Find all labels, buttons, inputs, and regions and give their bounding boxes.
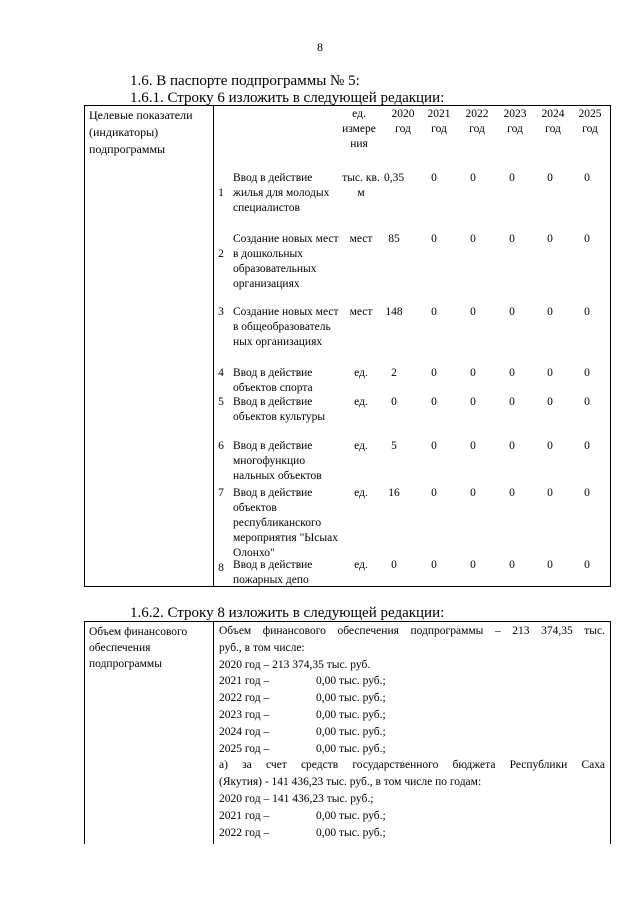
subsource-a-line: (Якутия) - 141 436,23 тыс. руб., в том числе по годам: — [219, 776, 482, 789]
indicator-value: 0 — [470, 440, 476, 452]
indicator-value: 0 — [547, 367, 553, 379]
indicator-value: 0 — [431, 440, 437, 452]
indicator-value: 0 — [509, 306, 515, 318]
indicator-value: 0 — [584, 367, 590, 379]
financing-year-line — [219, 673, 605, 690]
indicator-value: 5 — [391, 440, 397, 452]
indicator-value: 0 — [509, 233, 515, 245]
financing-details — [219, 623, 605, 841]
year-label: 2022 год – — [219, 826, 270, 839]
indicator-unit: ед. — [354, 440, 368, 452]
indicator-value: 0 — [547, 233, 553, 245]
indicator-value: 0 — [470, 487, 476, 499]
indicator-value: 0 — [509, 367, 515, 379]
indicator-value: 0 — [509, 487, 515, 499]
year-amount: 0,00 тыс. руб.; — [316, 725, 386, 738]
indicator-name: Ввод в действие многофункцио нальных объектов — [233, 440, 322, 482]
year-label: 2021 год – — [219, 809, 270, 822]
financing-intro-line: Объем финансового обеспечения подпрограммы – 213 374,35 тыс. — [219, 625, 605, 637]
indicators-header: Целевые показатели (индикаторы) подпрограммы — [89, 108, 193, 156]
indicator-value: 0 — [470, 233, 476, 245]
row-number: 8 — [218, 562, 224, 574]
year-label: 2022 год – — [219, 692, 270, 705]
indicator-value: 0 — [391, 559, 397, 571]
indicator-value: 0 — [431, 396, 437, 408]
row-number: 4 — [218, 367, 224, 379]
indicator-value: 0 — [509, 559, 515, 571]
indicator-name: Создание новых мест в дошкольных образовательных организациях — [233, 233, 339, 290]
indicator-unit: мест — [349, 306, 373, 318]
year-amount: 0,00 тыс. руб.; — [316, 692, 386, 705]
indicator-name: Ввод в действие пожарных депо — [233, 559, 313, 586]
indicator-value: 0 — [584, 306, 590, 318]
year-amount: 0,00 тыс. руб.; — [316, 809, 386, 822]
subsection-heading-1: 1.6.1. Строку 6 изложить в следующей редакции: — [130, 90, 445, 106]
financing-year-line — [219, 741, 605, 758]
year-label: 2024 год – — [219, 725, 270, 738]
indicator-value: 0 — [470, 306, 476, 318]
indicator-value: 0 — [470, 172, 476, 184]
indicator-value: 0 — [431, 233, 437, 245]
indicator-value: 0 — [547, 559, 553, 571]
year-label: 2021 год – — [219, 675, 270, 688]
subsection-heading-2: 1.6.2. Строку 8 изложить в следующей редакции: — [130, 605, 445, 621]
indicator-value: 0 — [584, 172, 590, 184]
indicator-value: 0 — [584, 440, 590, 452]
year-header: 2023 год — [503, 108, 527, 135]
indicator-value: 0 — [509, 396, 515, 408]
financing-year-line — [219, 690, 605, 707]
year-header: 2021 год — [427, 108, 451, 135]
column-divider — [213, 622, 214, 844]
indicator-value: 0 — [547, 487, 553, 499]
indicator-name: Ввод в действие объектов республиканского мероприятия "Ысыах Олонхо" — [233, 487, 338, 559]
indicator-value: 0 — [431, 487, 437, 499]
indicator-value: 16 — [388, 487, 400, 499]
subsource-a-line: а) за счет средств государственного бюджета Республики Саха — [219, 759, 605, 772]
row-number: 6 — [218, 440, 224, 452]
page-number: 8 — [317, 40, 323, 54]
financing-year-line — [219, 707, 605, 724]
indicator-name: Ввод в действие жилья для молодых специалистов — [233, 172, 330, 214]
indicator-name: Ввод в действие объектов спорта — [233, 367, 313, 394]
financing-total-2020: 2020 год – 213 374,35 тыс. руб. — [219, 658, 371, 671]
financing-year-line — [219, 724, 605, 741]
financing-header: Объем финансового обеспечения подпрограммы — [89, 626, 188, 670]
indicator-value: 0 — [547, 440, 553, 452]
indicator-value: 85 — [388, 233, 400, 245]
year-amount: 0,00 тыс. руб.; — [316, 826, 386, 839]
year-amount: 0,00 тыс. руб.; — [316, 742, 386, 755]
year-amount: 0,00 тыс. руб.; — [316, 675, 386, 688]
indicator-value: 0 — [584, 487, 590, 499]
indicator-value: 0 — [470, 367, 476, 379]
subsource-a-2020: 2020 год – 141 436,23 тыс. руб.; — [219, 792, 374, 805]
indicator-value: 0 — [431, 367, 437, 379]
indicator-name: Создание новых мест в общеобразователь ных организациях — [233, 306, 339, 348]
indicator-unit: ед. — [354, 367, 368, 379]
indicator-value: 0 — [584, 559, 590, 571]
row-number: 2 — [218, 248, 224, 260]
financing-year-line — [219, 825, 605, 842]
indicator-value: 0 — [547, 172, 553, 184]
indicator-value: 0 — [470, 559, 476, 571]
year-label: 2025 год – — [219, 742, 270, 755]
financing-intro-line: руб., в том числе: — [219, 641, 305, 654]
section-heading: 1.6. В паспорте подпрограммы № 5: — [130, 73, 360, 89]
indicator-value: 0 — [509, 172, 515, 184]
row-number: 1 — [218, 187, 224, 199]
indicator-value: 148 — [385, 306, 403, 318]
indicator-unit: мест — [349, 233, 373, 245]
indicator-value: 0 — [584, 233, 590, 245]
row-number: 5 — [218, 396, 224, 408]
indicator-unit: ед. — [354, 559, 368, 571]
indicator-value: 0 — [584, 396, 590, 408]
indicator-value: 0 — [431, 172, 437, 184]
unit-header: ед. измере ния — [342, 108, 376, 150]
indicator-value: 0 — [431, 306, 437, 318]
indicator-unit: ед. — [354, 396, 368, 408]
financing-year-line — [219, 808, 605, 825]
year-header: 2025 год — [578, 108, 602, 135]
indicator-value: 0 — [431, 559, 437, 571]
row-number: 7 — [218, 487, 224, 499]
indicator-name: Ввод в действие объектов культуры — [233, 396, 326, 423]
indicator-value: 0 — [509, 440, 515, 452]
indicators-table — [84, 105, 611, 587]
financing-table — [84, 621, 611, 844]
year-header: 2024 год — [541, 108, 565, 135]
indicator-unit: ед. — [354, 487, 368, 499]
indicator-value: 0 — [470, 396, 476, 408]
year-header: 2020 год — [391, 108, 415, 135]
indicator-unit: тыс. кв. м — [342, 172, 380, 199]
year-amount: 0,00 тыс. руб.; — [316, 708, 386, 721]
year-label: 2023 год – — [219, 708, 270, 721]
indicator-value: 0 — [547, 396, 553, 408]
indicator-value: 0 — [391, 396, 397, 408]
row-number: 3 — [218, 306, 224, 318]
indicator-value: 2 — [391, 367, 397, 379]
year-header: 2022 год — [465, 108, 489, 135]
indicator-value: 0,35 — [383, 172, 405, 184]
indicator-value: 0 — [547, 306, 553, 318]
column-divider — [213, 106, 214, 586]
